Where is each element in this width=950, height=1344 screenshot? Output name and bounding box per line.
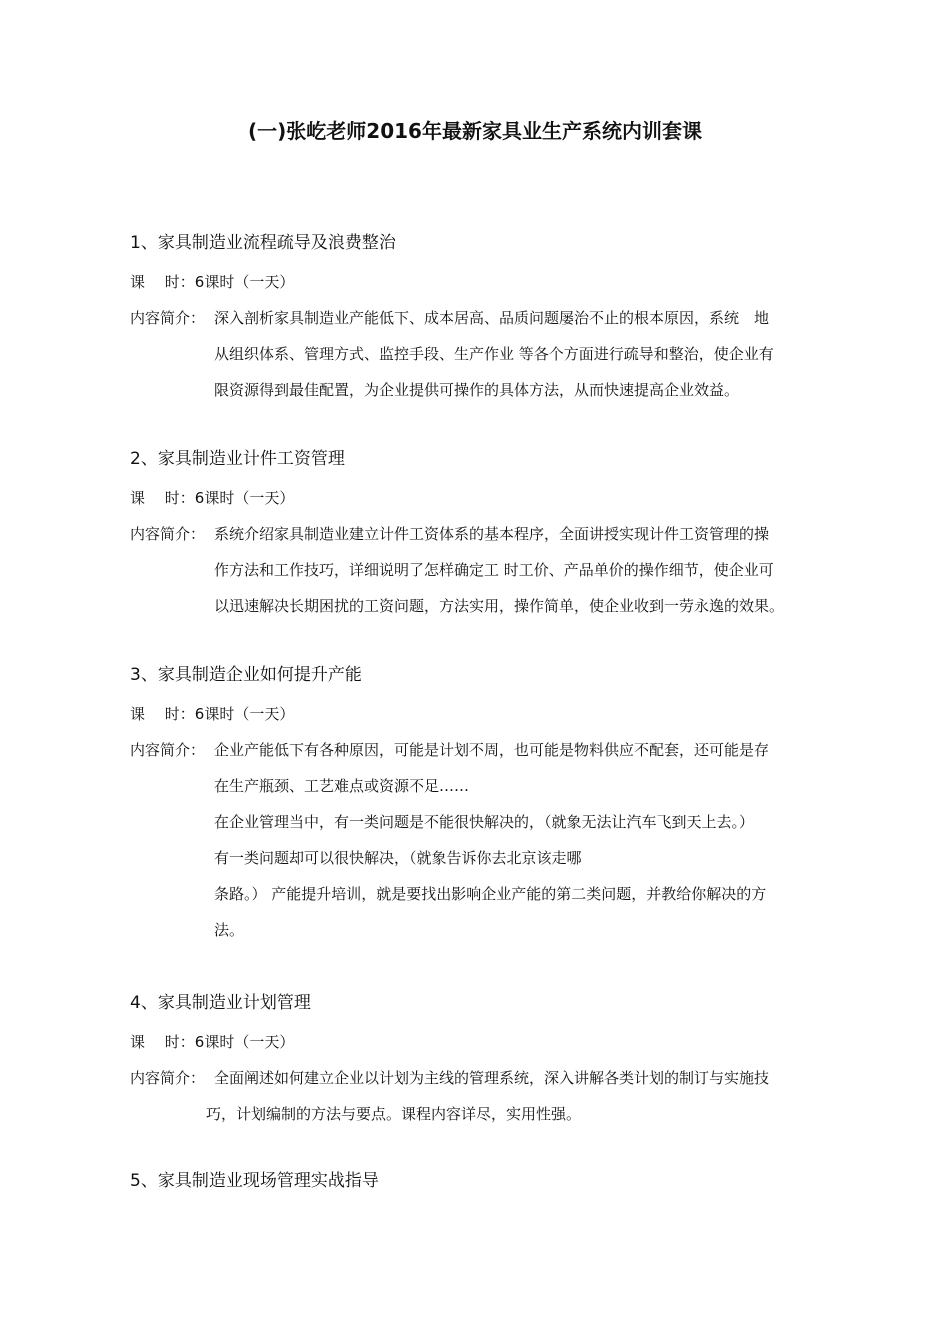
course-section-1 (130, 230, 850, 408)
course-heading: 3、家具制造企业如何提升产能 (130, 665, 362, 685)
course-section-5 (130, 1168, 850, 1202)
content-line: 在生产瓶颈、工艺难点或资源不足…… (214, 777, 470, 795)
document-title: (一)张屹老师2016年最新家具业生产系统内训套课 (248, 119, 702, 143)
course-section-3 (130, 662, 850, 948)
hours-label: 课 时： (130, 705, 195, 723)
course-content (130, 516, 850, 624)
course-heading: 4、家具制造业计划管理 (130, 993, 311, 1013)
hours-unit: 课时（一天） (204, 1033, 295, 1051)
hours-unit: 课时（一天） (204, 273, 295, 291)
hours-label: 课 时： (130, 273, 195, 291)
course-hours (130, 264, 850, 300)
content-body (214, 732, 850, 948)
course-hours (130, 1024, 850, 1060)
content-label: 内容简介： (130, 525, 206, 543)
course-hours (130, 480, 850, 516)
content-line: 在企业管理当中，有一类问题是不能很快解决的，（就象无法让汽车飞到天上去。） (214, 813, 755, 831)
course-content (130, 300, 850, 408)
content-line: 条路。） 产能提升培训，就是要找出影响企业产能的第二类问题，并教给你解决的方 (214, 885, 767, 903)
content-body (206, 1060, 850, 1132)
hours-value: 6 (194, 1033, 205, 1051)
content-body (214, 516, 850, 624)
content-line: 从组织体系、管理方式、监控手段、生产作业 等各个方面进行疏导和整治，使企业有 (214, 345, 774, 363)
content-label: 内容简介： (130, 1069, 206, 1087)
course-heading: 2、家具制造业计件工资管理 (130, 449, 345, 469)
content-line: 法。 (214, 921, 245, 939)
course-heading: 5、家具制造业现场管理实战指导 (130, 1171, 379, 1191)
content-line: 企业产能低下有各种原因，可能是计划不周，也可能是物料供应不配套，还可能是存 (214, 741, 770, 759)
course-content (130, 1060, 850, 1132)
content-line: 作方法和工作技巧，详细说明了怎样确定工 时工价、产品单价的操作细节，使企业可 (214, 561, 774, 579)
hours-value: 6 (194, 705, 205, 723)
course-section-2 (130, 446, 850, 624)
content-label: 内容简介： (130, 741, 206, 759)
hours-value: 6 (194, 273, 205, 291)
content-label: 内容简介： (130, 309, 206, 327)
content-line: 系统介绍家具制造业建立计件工资体系的基本程序，全面讲授实现计件工资管理的操 (214, 525, 770, 543)
course-content (130, 732, 850, 948)
content-line: 全面阐述如何建立企业以计划为主线的管理系统，深入讲解各类计划的制订与实施技 (214, 1069, 770, 1087)
content-line: 巧，计划编制的方法与要点。课程内容详尽，实用性强。 (206, 1105, 582, 1123)
hours-unit: 课时（一天） (204, 705, 295, 723)
hours-label: 课 时： (130, 489, 195, 507)
content-line: 有一类问题却可以很快解决，（就象告诉你去北京该走哪 (214, 849, 582, 867)
course-hours (130, 696, 850, 732)
content-line: 限资源得到最佳配置，为企业提供可操作的具体方法，从而快速提高企业效益。 (214, 381, 740, 399)
content-line: 深入剖析家具制造业产能低下、成本居高、品质问题屡治不止的根本原因，系统 地 (214, 309, 770, 327)
hours-label: 课 时： (130, 1033, 195, 1051)
content-body (214, 300, 850, 408)
content-line: 以迅速解决长期困扰的工资问题，方法实用，操作简单，使企业收到一劳永逸的效果。 (214, 597, 785, 615)
hours-unit: 课时（一天） (204, 489, 295, 507)
hours-value: 6 (194, 489, 205, 507)
course-section-4 (130, 990, 850, 1132)
course-heading: 1、家具制造业流程疏导及浪费整治 (130, 233, 396, 253)
